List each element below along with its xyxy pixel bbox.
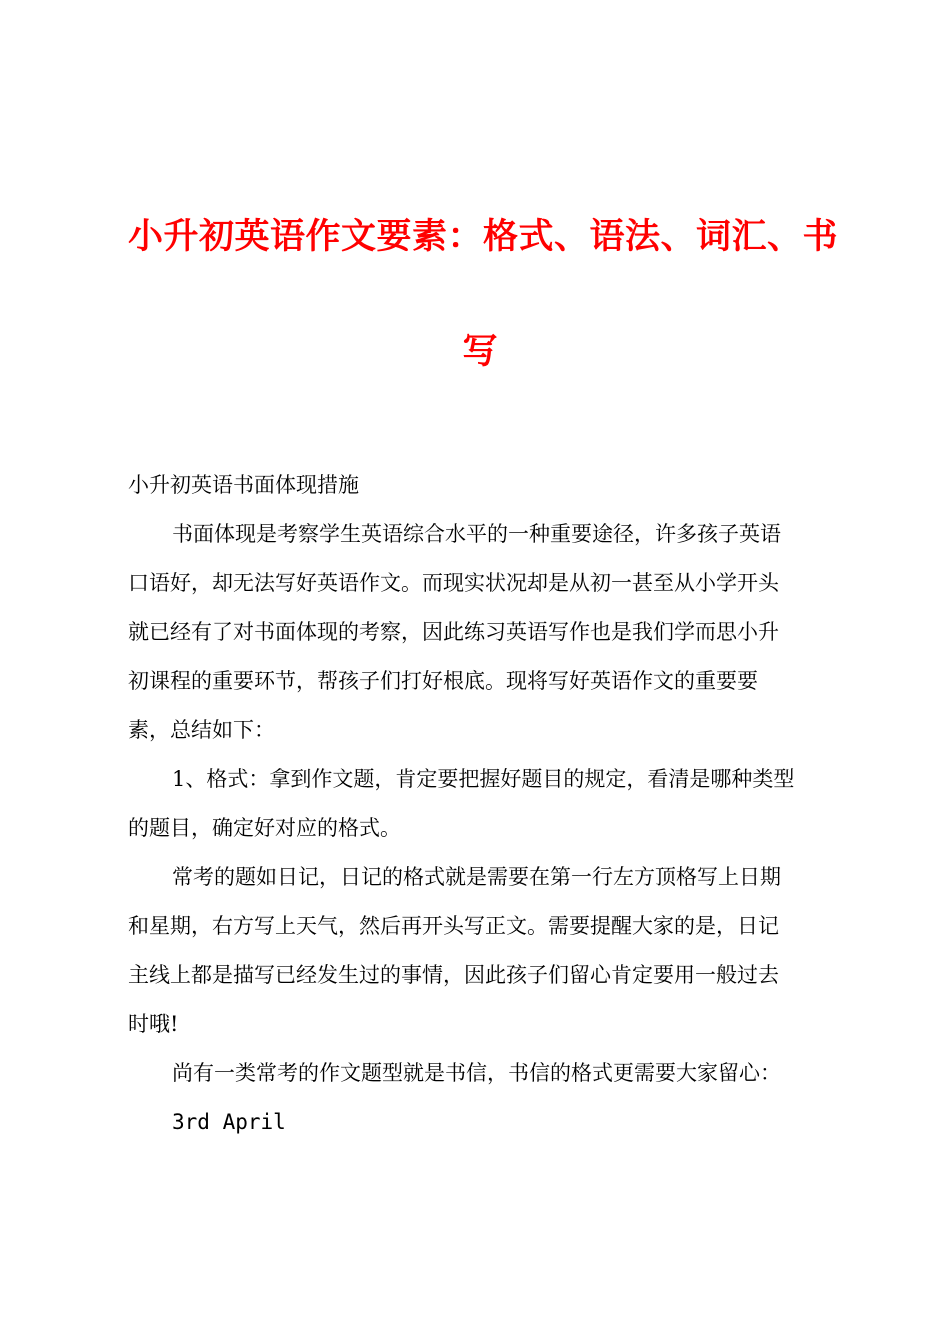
paragraph-line: 尚有一类常考的作文题型就是书信，书信的格式更需要大家留心：: [172, 1061, 781, 1085]
document-title-line-2: 写: [462, 331, 498, 372]
paragraph-line: 和星期，右方写上天气，然后再开头写正文。需要提醒大家的是，日记: [128, 914, 779, 938]
paragraph-line: 口语好，却无法写好英语作文。而现实状况却是从初一甚至从小学开头: [128, 571, 779, 595]
paragraph-line: 主线上都是描写已经发生过的事情，因此孩子们留心肯定要用一般过去: [128, 963, 779, 987]
paragraph-line: 就已经有了对书面体现的考察，因此练习英语写作也是我们学而思小升: [128, 620, 779, 644]
document-title-line-1: 小升初英语作文要素：格式、语法、词汇、书: [128, 216, 839, 257]
paragraph-line: 常考的题如日记，日记的格式就是需要在第一行左方顶格写上日期: [172, 865, 781, 889]
paragraph-line: 时哦!: [128, 1012, 179, 1036]
paragraph-line: 书面体现是考察学生英语综合水平的一种重要途径，许多孩子英语: [172, 522, 781, 546]
paragraph-line: 初课程的重要环节，帮孩子们打好根底。现将写好英语作文的重要要: [128, 669, 758, 693]
paragraph-line: 的题目，确定好对应的格式。: [128, 816, 401, 840]
date-example-line: 3rd April: [172, 1110, 286, 1134]
document-body: [128, 461, 832, 1147]
paragraph-format: [128, 755, 832, 853]
paragraph-date-example: [128, 1098, 832, 1147]
paragraph-letter: [128, 1049, 832, 1098]
paragraph-intro: [128, 510, 832, 755]
paragraph-line: 1、格式：拿到作文题，肯定要把握好题目的规定，看清是哪种类型: [172, 767, 795, 791]
paragraph-line: 素，总结如下：: [128, 718, 275, 742]
section-heading: 小升初英语书面体现措施: [128, 473, 359, 497]
paragraph-diary: [128, 853, 832, 1049]
